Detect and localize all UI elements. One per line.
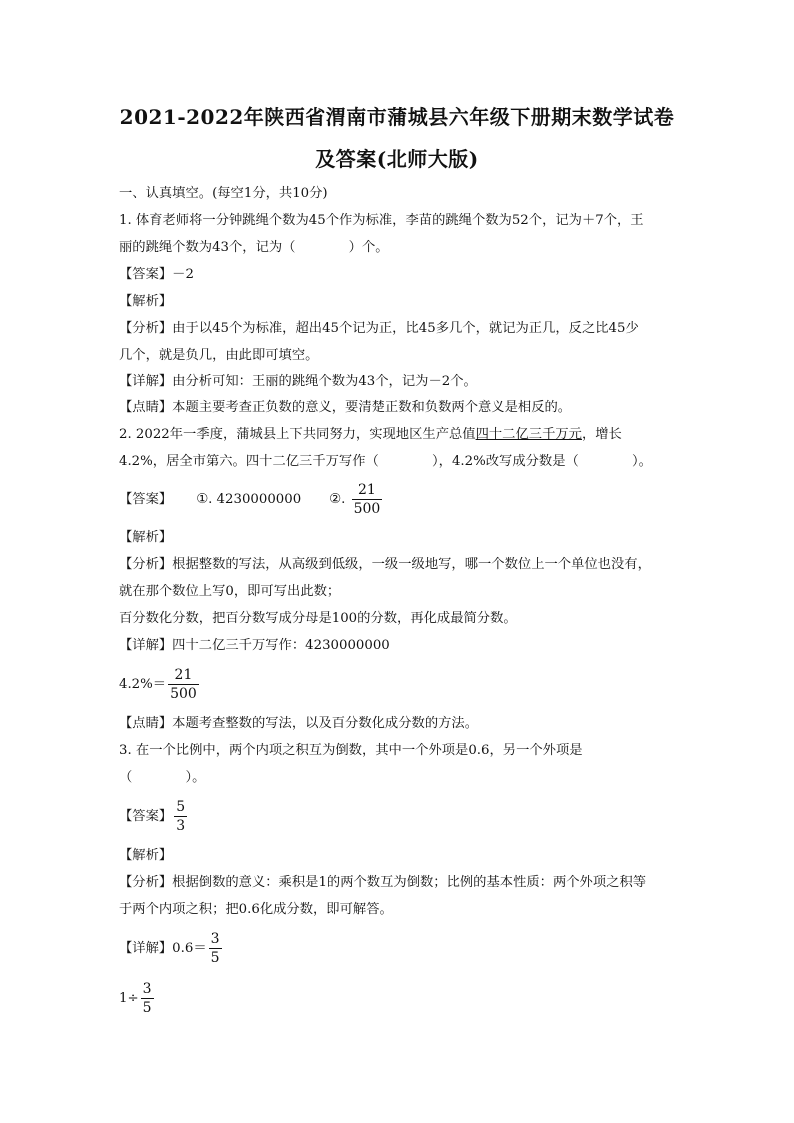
q3-calc-pre: 1÷ [119, 991, 139, 1006]
q2-fenxi-line3: 百分数化分数，把百分数写成分母是100的分数，再化成最简分数。 [119, 611, 517, 626]
document-title-line2: 及答案(北师大版) [315, 147, 479, 171]
q1-dianjing: 【点睛】本题主要考查正负数的意义，要清楚正数和负数两个意义是相反的。 [119, 400, 572, 415]
fraction-denominator: 500 [353, 501, 381, 517]
fraction-denominator: 3 [176, 818, 186, 834]
q2-calc-pre: 4.2%＝ [119, 677, 167, 692]
q3-fenxi-line1: 【分析】根据倒数的意义：乘积是1的两个数互为倒数；比例的基本性质：两个外项之积等 [119, 875, 647, 890]
q1-fenxi-line2: 几个，就是负几，由此即可填空。 [119, 348, 319, 363]
q2-calc-fraction [168, 668, 199, 701]
q2-dianjing: 【点睛】本题考查整数的写法，以及百分数化成分数的方法。 [119, 716, 479, 731]
q2-answer-1: ①. 4230000000 [196, 492, 302, 507]
q2-stem-underlined: 四十二亿三千万元 [475, 427, 582, 442]
document-title-line1: 2021-2022年陕西省渭南市蒲城县六年级下册期末数学试卷 [119, 105, 675, 129]
fraction-numerator: 3 [142, 981, 152, 997]
q2-stem-line1-post: ，增长 [581, 427, 622, 442]
q1-stem-line1: 1. 体育老师将一分钟跳绳个数为45个作为标准，李苗的跳绳个数为52个，记为＋7个，王 [119, 213, 644, 228]
q3-stem-line1: 3. 在一个比例中，两个内项之积互为倒数，其中一个外项是0.6，另一个外项是 [119, 743, 583, 758]
q1-jiexi: 【解析】 [119, 294, 173, 309]
q2-stem-line1-pre: 2. 2022年一季度，蒲城县上下共同努力，实现地区生产总值 [119, 427, 476, 442]
fraction-numerator: 3 [210, 931, 220, 947]
q1-stem-line2: 丽的跳绳个数为43个，记为（ ）个。 [119, 240, 389, 255]
q3-stem-line2: （ ）。 [119, 770, 206, 785]
q2-answer-2: ②. [329, 492, 346, 507]
q3-answer-fraction [174, 800, 187, 833]
q2-stem-line2: 4.2%，居全市第六。四十二亿三千万写作（ ），4.2%改写成分数是（ ）。 [119, 454, 652, 469]
fraction-numerator: 5 [176, 799, 186, 815]
section-heading: 一、认真填空。(每空1分，共10分) [119, 186, 328, 201]
fraction-denominator: 500 [170, 686, 197, 702]
q2-jiexi: 【解析】 [119, 530, 173, 545]
q3-fenxi-line2: 于两个内项之积；把0.6化成分数，即可解答。 [119, 902, 393, 917]
fraction-denominator: 5 [210, 950, 220, 966]
q3-calc [119, 982, 154, 1016]
q2-answer [119, 483, 382, 517]
q3-answer-label: 【答案】 [119, 809, 173, 824]
q1-fenxi-line1: 【分析】由于以45个为标准，超出45个记为正，比45多几个，就记为正几，反之比45少 [119, 321, 639, 336]
fraction-numerator: 21 [174, 667, 193, 683]
q3-xiangjie [119, 932, 222, 966]
q2-answer-fraction [352, 483, 383, 516]
fraction-numerator: 21 [358, 482, 376, 498]
q3-xiangjie-pre: 【详解】0.6＝ [119, 941, 207, 956]
fraction-denominator: 5 [142, 1000, 152, 1016]
q3-jiexi: 【解析】 [119, 848, 173, 863]
q2-calc [119, 668, 199, 702]
q3-answer [119, 800, 187, 834]
q2-xiangjie: 【详解】四十二亿三千万写作：4230000000 [119, 638, 390, 653]
q2-fenxi-line2: 就在那个数位上写0，即可写出此数； [119, 584, 341, 599]
q2-stem-line1 [119, 426, 622, 444]
q1-answer: 【答案】－2 [119, 267, 194, 282]
q3-calc-fraction [141, 982, 154, 1015]
q2-answer-label: 【答案】 [119, 492, 173, 507]
q1-xiangjie: 【详解】由分析可知：王丽的跳绳个数为43个，记为－2个。 [119, 374, 477, 389]
q3-xiangjie-fraction [209, 932, 222, 965]
q2-fenxi-line1: 【分析】根据整数的写法，从高级到低级，一级一级地写，哪一个数位上一个单位也没有， [119, 557, 651, 572]
